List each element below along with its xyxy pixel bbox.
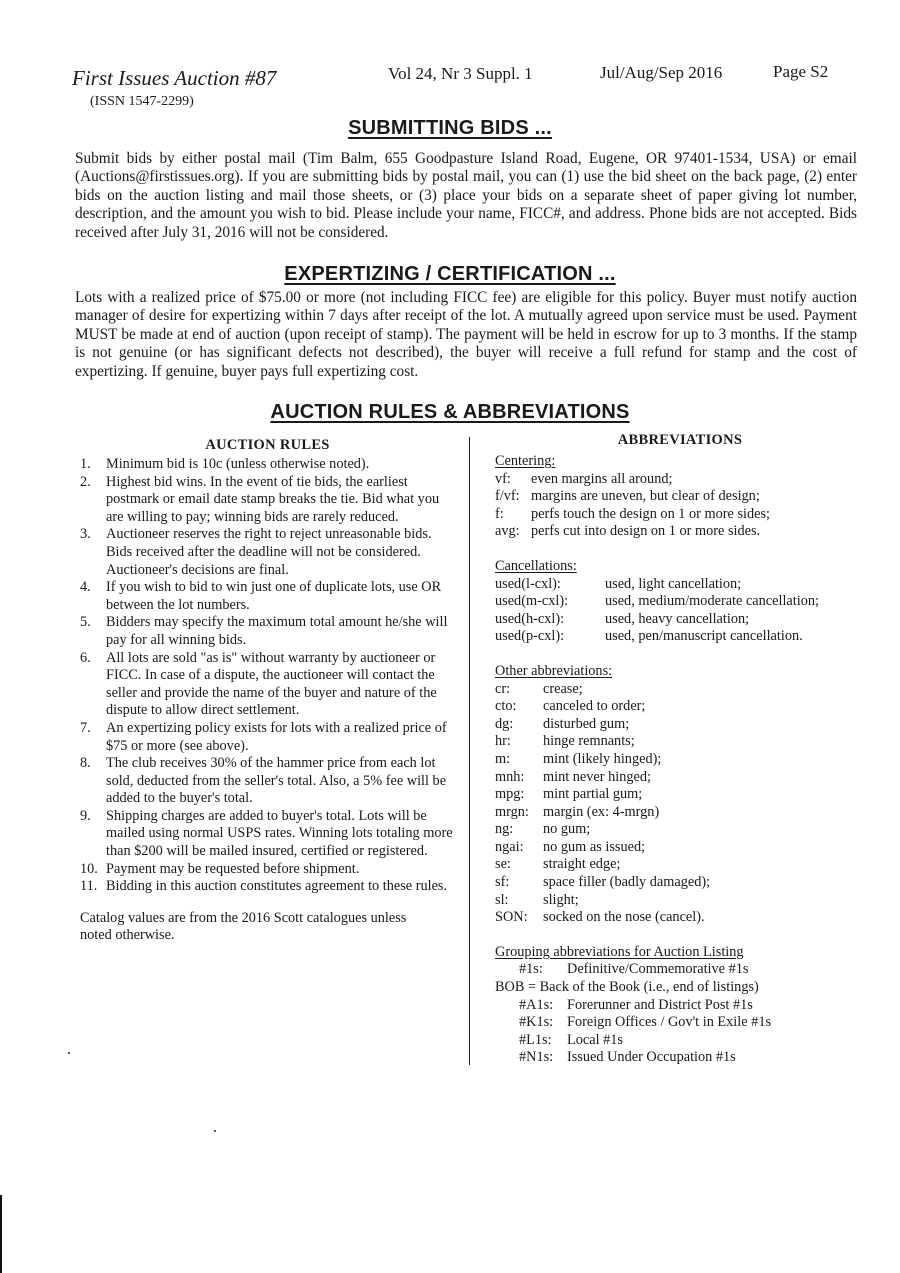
scan-edge-mark: [0, 1195, 2, 1273]
abbrev-row: SON: socked on the nose (cancel).: [495, 909, 705, 926]
abbrev-row: used(p-cxl): used, pen/manuscript cancellation.: [495, 628, 803, 645]
scan-speck: [68, 1052, 70, 1054]
rule-item: 8. The club receives 30% of the hammer price from each lot sold, deducted from the seller's total. Also, a 5% fee will be added to the buyer's total.: [80, 755, 447, 807]
expertizing-heading: EXPERTIZING / CERTIFICATION ...: [284, 263, 616, 285]
rule-item: 9. Shipping charges are added to buyer's total. Lots will be mailed using normal USPS rates. Winning lots totaling more than $200 will be mailed insured, certified or registered.: [80, 807, 453, 860]
abbrev-row: avg: perfs cut into design on 1 or more sides.: [495, 523, 761, 540]
abbreviations-column: [495, 432, 865, 1067]
abbrev-row: used(l-cxl): used, light cancellation;: [495, 575, 742, 592]
grouping-row: #L1s: Local #1s: [519, 1031, 623, 1048]
rule-item: 1. Minimum bid is 10c (unless otherwise noted).: [80, 456, 370, 472]
abbrev-row: sl: slight;: [495, 891, 579, 908]
abbrev-row: vf: even margins all around;: [495, 470, 673, 487]
abbrev-row: hr: hinge remnants;: [495, 733, 635, 750]
rule-item: 4. If you wish to bid to win just one of duplicate lots, use OR between the lot numbers.: [80, 579, 442, 613]
issue-date: Jul/Aug/Sep 2016: [600, 63, 723, 82]
abbrev-row: mnh: mint never hinged;: [495, 768, 651, 785]
rules-abbrev-heading: AUCTION RULES & ABBREVIATIONS: [270, 401, 630, 423]
rule-item: 7. An expertizing policy exists for lots with a realized price of $75 or more (see above).: [80, 719, 447, 754]
column-divider: [469, 437, 470, 1065]
abbrev-row: mrgn: margin (ex: 4-mrgn): [495, 803, 660, 820]
abbrev-row: used(m-cxl): used, medium/moderate cancellation;: [495, 593, 819, 610]
centering-title: Centering:: [495, 453, 556, 469]
abbrev-row: ngai: no gum as issued;: [495, 838, 646, 855]
grouping-row: #N1s: Issued Under Occupation #1s: [519, 1049, 736, 1066]
abbreviations-heading: ABBREVIATIONS: [617, 432, 743, 448]
rule-item: 5. Bidders may specify the maximum total amount he/she will pay for all winning bids.: [80, 614, 448, 648]
auction-rules-column: [80, 437, 455, 945]
abbrev-row: f/vf: margins are uneven, but clear of design;: [495, 488, 760, 505]
grouping-row: #K1s: Foreign Offices / Gov't in Exile #1s: [519, 1014, 772, 1031]
grouping-row: #A1s: Forerunner and District Post #1s: [519, 996, 753, 1013]
other-abbrev-title: Other abbreviations:: [495, 662, 613, 679]
abbrev-row: mpg: mint partial gum;: [495, 786, 643, 803]
grouping-title: Grouping abbreviations for Auction Listing: [495, 943, 744, 960]
abbrev-row: cto: canceled to order;: [495, 698, 646, 715]
rule-item: 11. Bidding in this auction constitutes agreement to these rules.: [80, 878, 448, 895]
volume-info: Vol 24, Nr 3 Suppl. 1: [388, 64, 533, 83]
grouping-bob: BOB = Back of the Book (i.e., end of listings): [495, 979, 759, 996]
abbrev-row: se: straight edge;: [495, 856, 621, 873]
abbrev-row: f: perfs touch the design on 1 or more sides;: [495, 505, 771, 522]
issn: (ISSN 1547-2299): [90, 94, 194, 109]
auction-rules-heading: AUCTION RULES: [205, 437, 330, 453]
page-number: Page S2: [773, 62, 829, 81]
catalog-note: Catalog values are from the 2016 Scott catalogues unless noted otherwise.: [80, 909, 407, 944]
abbrev-row: m: mint (likely hinged);: [495, 750, 662, 767]
abbrev-row: ng: no gum;: [495, 821, 591, 838]
scan-speck: [214, 1130, 216, 1132]
auction-rules-list: [80, 456, 455, 896]
abbrev-row: dg: disturbed gum;: [495, 715, 630, 732]
abbrev-row: sf: space filler (badly damaged);: [495, 874, 711, 891]
rule-item: 6. All lots are sold "as is" without warranty by auctioneer or FICC. In case of a dispute, the auctioneer will contact the seller and provide the name of the buyer and nature of the dispute to allow direct settlement.: [80, 649, 437, 719]
expertizing-text: Lots with a realized price of $75.00 or more (not including FICC fee) are eligible for this policy. Buyer must notify auction manager of desire for expertizing within 7 days after receipt of the lot. A mutually agreed upon service must be used. Payment MUST be made at end of auction (upon receipt of stamp). The payment will be held in escrow for up to 3 months. If the stamp is not genuine (or has significant defects not described), the buyer will receive a full refund for stamp and the cost of expertizing. If genuine, buyer pays full expertizing cost.: [75, 289, 857, 380]
submitting-bids-heading: SUBMITTING BIDS ...: [348, 117, 552, 139]
cancellations-title: Cancellations:: [495, 557, 577, 574]
abbrev-row: used(h-cxl): used, heavy cancellation;: [495, 610, 750, 627]
publication-title: First Issues Auction #87: [72, 66, 277, 90]
rule-item: 10. Payment may be requested before shipment.: [80, 860, 360, 877]
rule-item: 2. Highest bid wins. In the event of tie bids, the earliest postmark or email date stamp breaks the tie. Bid what you are willing to pay; winning bids are rarely reduced.: [80, 473, 440, 525]
rule-item: 3. Auctioneer reserves the right to reject unreasonable bids. Bids received after the deadline will not be considered. Auctioneer's decisions are final.: [80, 526, 432, 578]
abbrev-row: cr: crease;: [495, 680, 583, 697]
submitting-bids-text: Submit bids by either postal mail (Tim Balm, 655 Goodpasture Island Road, Eugene, OR 97401-1534, USA) or email (Auctions@firstissues.org). If you are submitting bids by postal mail, you can (1) use the bid sheet on the back page, (2) enter bids on the auction listing and mail those sheets, or (3) place your bids on a separate sheet of paper giving lot number, description, and the amount you wish to bid. Please include your name, FICC#, and address. Phone bids are not accepted. Bids received after July 31, 2016 will not be considered.: [75, 150, 857, 241]
grouping-row: #1s: Definitive/Commemorative #1s: [519, 961, 749, 978]
